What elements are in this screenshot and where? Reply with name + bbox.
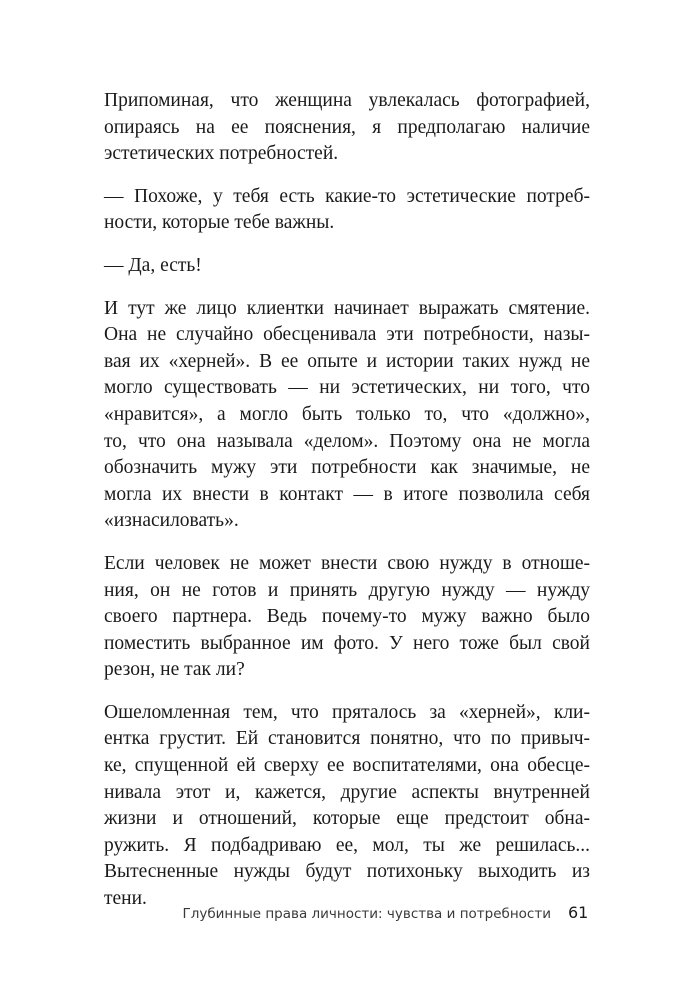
text-line: — Похоже, у тебя есть какие-то эстетические потреб- — [104, 185, 590, 207]
page-number: 61 — [568, 903, 589, 922]
text-line: поместить выбранное им фото. У него тоже был свой — [104, 632, 590, 654]
text-line: Ошеломленная тем, что пряталось за «херней», кли- — [104, 701, 590, 723]
text-line: то, что она называла «делом». Поэтому она не могла — [104, 430, 590, 452]
paragraph — [104, 296, 590, 535]
text-line: тени. — [104, 888, 147, 910]
paragraph-gap — [104, 535, 590, 551]
paragraph — [104, 88, 590, 168]
text-line: Припоминая, что женщина увлекалась фотографией, — [104, 90, 590, 111]
text-line: ружить. Я подбадриваю ее, мол, ты же решилась... — [104, 834, 590, 856]
paragraph — [104, 184, 590, 237]
text-line: Она не случайно обесценивала эти потребности, назы- — [104, 324, 590, 346]
text-line: ентка грустит. Ей становится понятно, что по привыч- — [104, 728, 590, 750]
text-line: обозначить мужу эти потребности как значимые, не — [104, 457, 590, 479]
paragraph-gap — [104, 684, 590, 700]
text-line: — Да, есть! — [104, 254, 202, 276]
paragraph — [104, 253, 590, 280]
running-title: Глубинные права личности: чувства и потребности — [182, 906, 551, 922]
text-line: «изнасиловать». — [104, 510, 239, 532]
paragraph-gap — [104, 280, 590, 296]
text-line: И тут же лицо клиентки начинает выражать смятение. — [104, 297, 590, 319]
body-text — [104, 88, 590, 913]
text-line: могла их внести в контакт — в итоге позволила себя — [104, 483, 590, 505]
text-line: ния, он не готов и принять другую нужду — нужду — [104, 579, 590, 601]
text-line: эстетических потребностей. — [104, 143, 339, 165]
text-line: Если человек не может внести свою нужду в отноше- — [104, 552, 590, 574]
text-line: Вытесненные нужды будут потихоньку выходить из — [104, 861, 590, 883]
paragraph-gap — [104, 237, 590, 253]
text-line: резон, не так ли? — [104, 659, 245, 681]
text-line: опираясь на ее пояснения, я предполагаю наличие — [104, 116, 590, 138]
text-line: могло существовать — ни эстетических, ни того, что — [104, 377, 590, 399]
text-line: нивала этот и, кажется, другие аспекты внутренней — [104, 781, 590, 803]
text-line: жизни и отношений, которые еще предстоит обна- — [104, 808, 590, 830]
text-line: «нравится», а могло быть только то, что «должно», — [104, 403, 590, 425]
paragraph — [104, 551, 590, 684]
text-line: ке, спущенной ей сверху ее воспитателями, она обесце- — [104, 755, 590, 777]
text-line: вая их «херней». В ее опыте и истории таких нужд не — [104, 350, 590, 372]
text-line: своего партнера. Ведь почему-то мужу важно было — [104, 606, 590, 628]
text-line: ности, которые тебе важны. — [104, 212, 335, 234]
paragraph-gap — [104, 168, 590, 184]
page-footer — [0, 903, 683, 925]
paragraph — [104, 700, 590, 913]
